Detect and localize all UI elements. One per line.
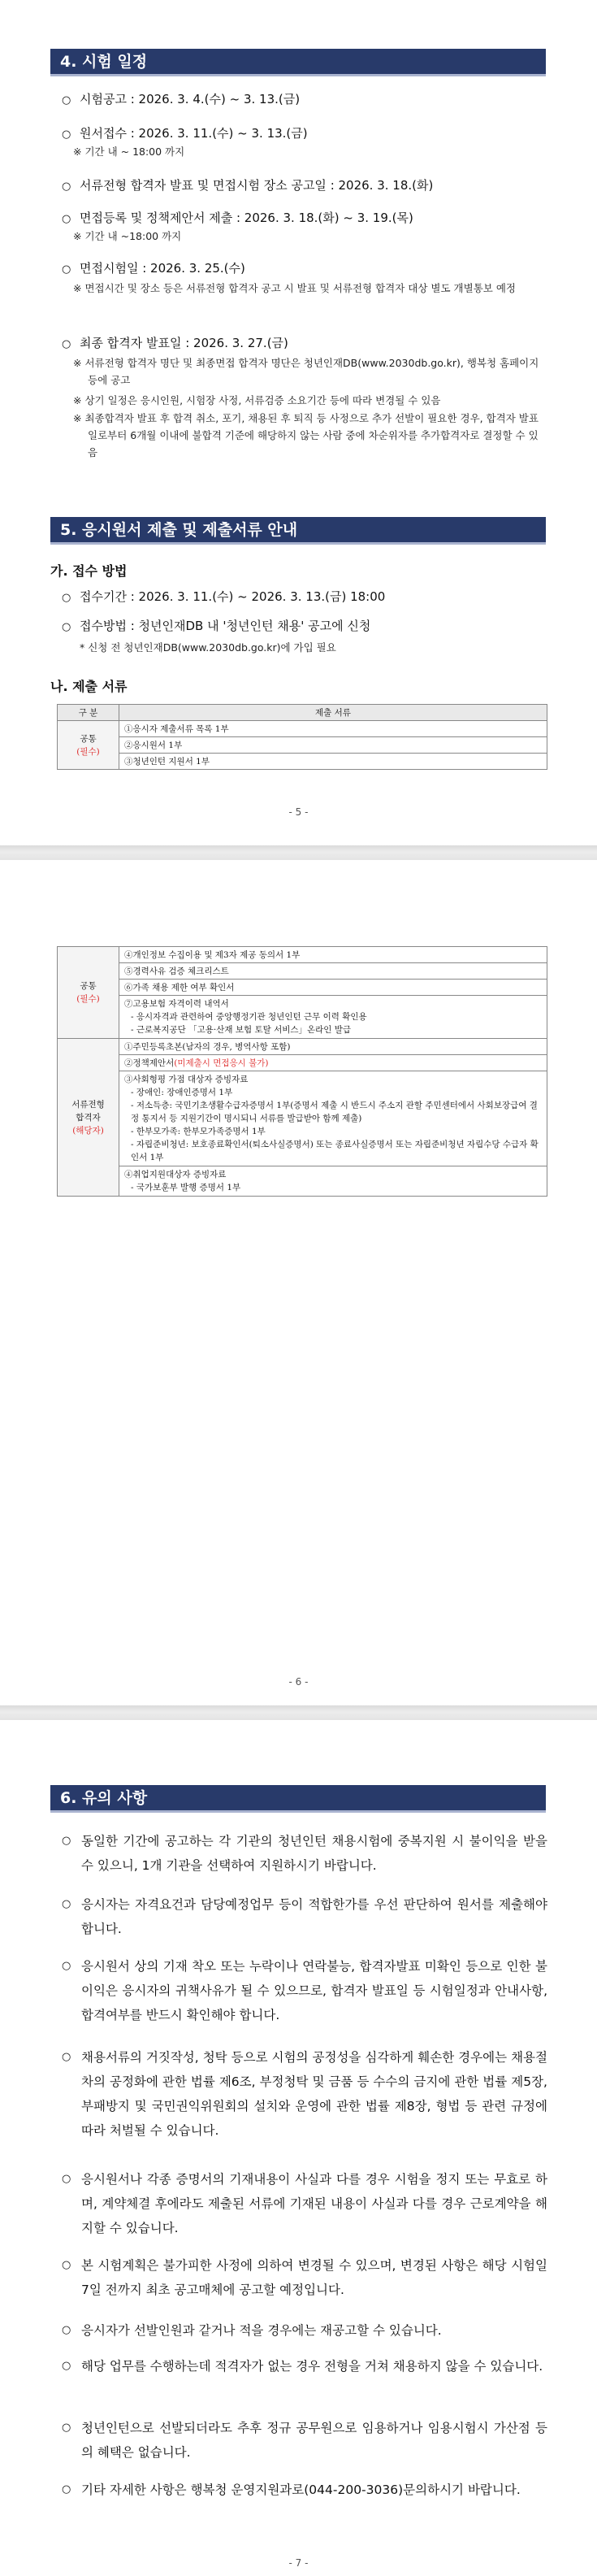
circle-bullet-icon: ○ — [62, 2173, 71, 2185]
page-separator — [0, 1705, 597, 1720]
circle-bullet-icon: ○ — [62, 1898, 71, 1910]
table-cell: ②응시원서 1부 — [119, 737, 547, 754]
circle-bullet-icon: ○ — [62, 2483, 71, 2496]
documents-table — [57, 704, 547, 770]
schedule-note: ※ 기간 내 ~18:00 까지 — [73, 230, 182, 242]
schedule-item: ○ 최종 합격자 발표일 : 2026. 3. 27.(금) — [62, 333, 549, 354]
schedule-item: ○ 시험공고 : 2026. 3. 4.(수) ~ 3. 13.(금) — [62, 89, 549, 111]
table-cell: ①응시자 제출서류 목록 1부 — [119, 721, 547, 737]
subsection-title: 나. 제출 서류 — [50, 679, 128, 694]
table-cell: ④취업지원대상자 증빙자료 - 국가보훈부 발행 증명서 1부 — [119, 1166, 547, 1197]
page-number: - 7 - — [288, 2557, 309, 2569]
schedule-note: ※ 기간 내 ~ 18:00 까지 — [73, 146, 185, 158]
circle-bullet-icon: ○ — [62, 2259, 71, 2271]
page-7 — [0, 1720, 597, 2576]
notice-item: ○ 청년인턴으로 선발되더라도 추후 정규 공무원으로 임용하거나 임용시험시 가산점 등의 혜택은 없습니다. — [62, 2416, 547, 2465]
table-cell: ⑤경력사유 검증 체크리스트 — [119, 963, 547, 980]
application-item: ○ 접수방법 : 청년인재DB 내 '청년인턴 채용' 공고에 신청 — [62, 616, 549, 637]
notice-item: ○ 응시원서 상의 기재 착오 또는 누락이나 연락불능, 합격자발표 미확인 등으로 인한 불이익은 응시자의 귀책사유가 될 수 있으므로, 합격자 발표일 등 시험일정과 안내사항, 합격여부를 반드시 확인해야 합니다. — [62, 1954, 547, 2027]
table-cell: ⑥가족 채용 제한 여부 확인서 — [119, 980, 547, 996]
category-label: 공통 — [80, 981, 97, 991]
category-label: 공통 — [80, 733, 97, 744]
notice-item: ○ 응시원서나 각종 증명서의 기재내용이 사실과 다를 경우 시험을 정지 또는 무효로 하며, 계약체결 후에라도 제출된 서류에 기재된 내용이 사실과 다를 경우 근로계약을 해지할 수 있습니다. — [62, 2167, 547, 2240]
schedule-item: ○ 원서접수 : 2026. 3. 11.(수) ~ 3. 13.(금) — [62, 124, 549, 145]
subsection-title: 가. 접수 방법 — [50, 563, 128, 579]
page-separator — [0, 845, 597, 860]
notice-item: ○ 채용서류의 거짓작성, 청탁 등으로 시험의 공정성을 심각하게 훼손한 경우에는 채용절차의 공정화에 관한 법률 제6조, 부정청탁 및 금품 등 수수의 금지에 관한 법률 제5장, 부패방지 및 국민권익위원회의 설치와 운영에 관한 법률 제8장, 형법 등 관련 규정에 따라 처벌될 수 있습니다. — [62, 2045, 547, 2143]
notice-item: ○ 본 시험계획은 불가피한 사정에 의하여 변경될 수 있으며, 변경된 사항은 해당 시험일 7일 전까지 최초 공고매체에 공고할 예정입니다. — [62, 2253, 547, 2302]
schedule-item: ○ 면접시험일 : 2026. 3. 25.(수) — [62, 258, 549, 280]
table-cell: ③청년인턴 지원서 1부 — [119, 754, 547, 770]
circle-bullet-icon: ○ — [62, 128, 71, 141]
schedule-item: ○ 면접등록 및 정책제안서 제출 : 2026. 3. 18.(화) ~ 3. 19.(목) — [62, 208, 549, 229]
schedule-item: ○ 서류전형 합격자 발표 및 면접시험 장소 공고일 : 2026. 3. 18.(화) — [62, 176, 549, 197]
table-header: 구 분 — [58, 705, 119, 721]
required-label: (필수) — [76, 746, 100, 757]
circle-bullet-icon: ○ — [62, 94, 71, 106]
table-cell: ①주민등록초본(남자의 경우, 병역사항 포함) — [119, 1039, 547, 1055]
table-cell: ②정책제안서(미제출시 면접응시 불가) — [119, 1055, 547, 1071]
schedule-note: ※ 면접시간 및 장소 등은 서류전형 합격자 공고 시 발표 및 서류전형 합격자 대상 별도 개별통보 예정 — [73, 282, 516, 294]
circle-bullet-icon: ○ — [62, 180, 71, 193]
category-cell — [58, 721, 119, 770]
table-cell: ⑦고용보험 자격이력 내역서 - 응시자격과 관련하여 중앙행정기관 청년인턴 근무 이력 확인용 - 근로복지공단 「고용·산재 보험 토탈 서비스」온라인 발급 — [119, 996, 547, 1039]
circle-bullet-icon: ○ — [62, 2360, 71, 2372]
schedule-note: ※ 상기 일정은 응시인원, 시험장 사정, 서류검증 소요기간 등에 따라 변경될 수 있음 — [73, 394, 441, 406]
page-6 — [0, 860, 597, 1705]
page-number: - 6 - — [288, 1676, 309, 1688]
table-header: 제출 서류 — [119, 705, 547, 721]
circle-bullet-icon: ○ — [62, 621, 71, 633]
application-item: ○ 접수기간 : 2026. 3. 11.(수) ~ 2026. 3. 13.(금) 18:00 — [62, 587, 549, 608]
circle-bullet-icon: ○ — [62, 1960, 71, 1972]
table-cell: ④개인정보 수집이용 및 제3자 제공 동의서 1부 — [119, 947, 547, 963]
circle-bullet-icon: ○ — [62, 592, 71, 604]
notice-item: ○ 기타 자세한 사항은 행복청 운영지원과로(044-200-3036)문의하시기 바랍니다. — [62, 2478, 547, 2502]
notice-item: ○ 응시자가 선발인원과 같거나 적을 경우에는 재공고할 수 있습니다. — [62, 2318, 547, 2343]
circle-bullet-icon: ○ — [62, 213, 71, 225]
circle-bullet-icon: ○ — [62, 2422, 71, 2434]
table-cell: ③사회형평 가점 대상자 증빙자료 - 장애인: 장애인증명서 1부 - 저소득층: 국민기초생활수급자증명서 1부(증명서 제출 시 반드시 주소지 관할 주민센터에서 사회보장급여 결정 통지서 등 지원기간이 명시되니 서류를 발급받아 함께 제출) - 한부모가족: 한부모가족증명서 1부 - 자립준비청년: 보호종료확인서(퇴소사실증명서) 또는 종료사실증명서 또는 자립준비청년 자립수당 수급자 확인서 1부 — [119, 1071, 547, 1166]
circle-bullet-icon: ○ — [62, 2324, 71, 2336]
required-label: (필수) — [76, 994, 100, 1004]
circle-bullet-icon: ○ — [62, 1835, 71, 1847]
circle-bullet-icon: ○ — [62, 338, 71, 350]
category-cell — [58, 947, 119, 1039]
notice-item: ○ 동일한 기간에 공고하는 각 기관의 청년인턴 채용시험에 중복지원 시 불이익을 받을 수 있으니, 1개 기관을 선택하여 지원하시기 바랍니다. — [62, 1829, 547, 1878]
documents-table-continued — [57, 946, 547, 1197]
category-cell: 서류전형 합격자 (해당자) — [58, 1039, 119, 1197]
schedule-note: ※ 서류전형 합격자 명단 및 최종면접 합격자 명단은 청년인재DB(www.2030db.go.kr), 행복청 홈페이지 등에 공고 — [73, 357, 539, 386]
circle-bullet-icon: ○ — [62, 2051, 71, 2063]
section-title-application: 5. 응시원서 제출 및 제출서류 안내 — [50, 517, 546, 545]
page-number: - 5 - — [288, 806, 309, 818]
circle-bullet-icon: ○ — [62, 263, 71, 276]
page-5 — [0, 0, 597, 845]
application-note: * 신청 전 청년인재DB(www.2030db.go.kr)에 가입 필요 — [80, 641, 336, 654]
section-title-schedule: 4. 시험 일정 — [50, 49, 546, 76]
notice-item: ○ 응시자는 자격요건과 담당예정업무 등이 적합한가를 우선 판단하여 원서를 제출해야 합니다. — [62, 1892, 547, 1941]
schedule-note: ※ 최종합격자 발표 후 합격 취소, 포기, 채용된 후 퇴직 등 사정으로 추가 선발이 필요한 경우, 합격자 발표일로부터 6개월 이내에 불합격 기준에 해당하지 않는 사람 중에 차순위자를 추가합격자로 결정할 수 있음 — [73, 412, 539, 458]
notice-item: ○ 해당 업무를 수행하는데 적격자가 없는 경우 전형을 거쳐 채용하지 않을 수 있습니다. — [62, 2354, 547, 2378]
section-title-notes: 6. 유의 사항 — [50, 1785, 546, 1813]
